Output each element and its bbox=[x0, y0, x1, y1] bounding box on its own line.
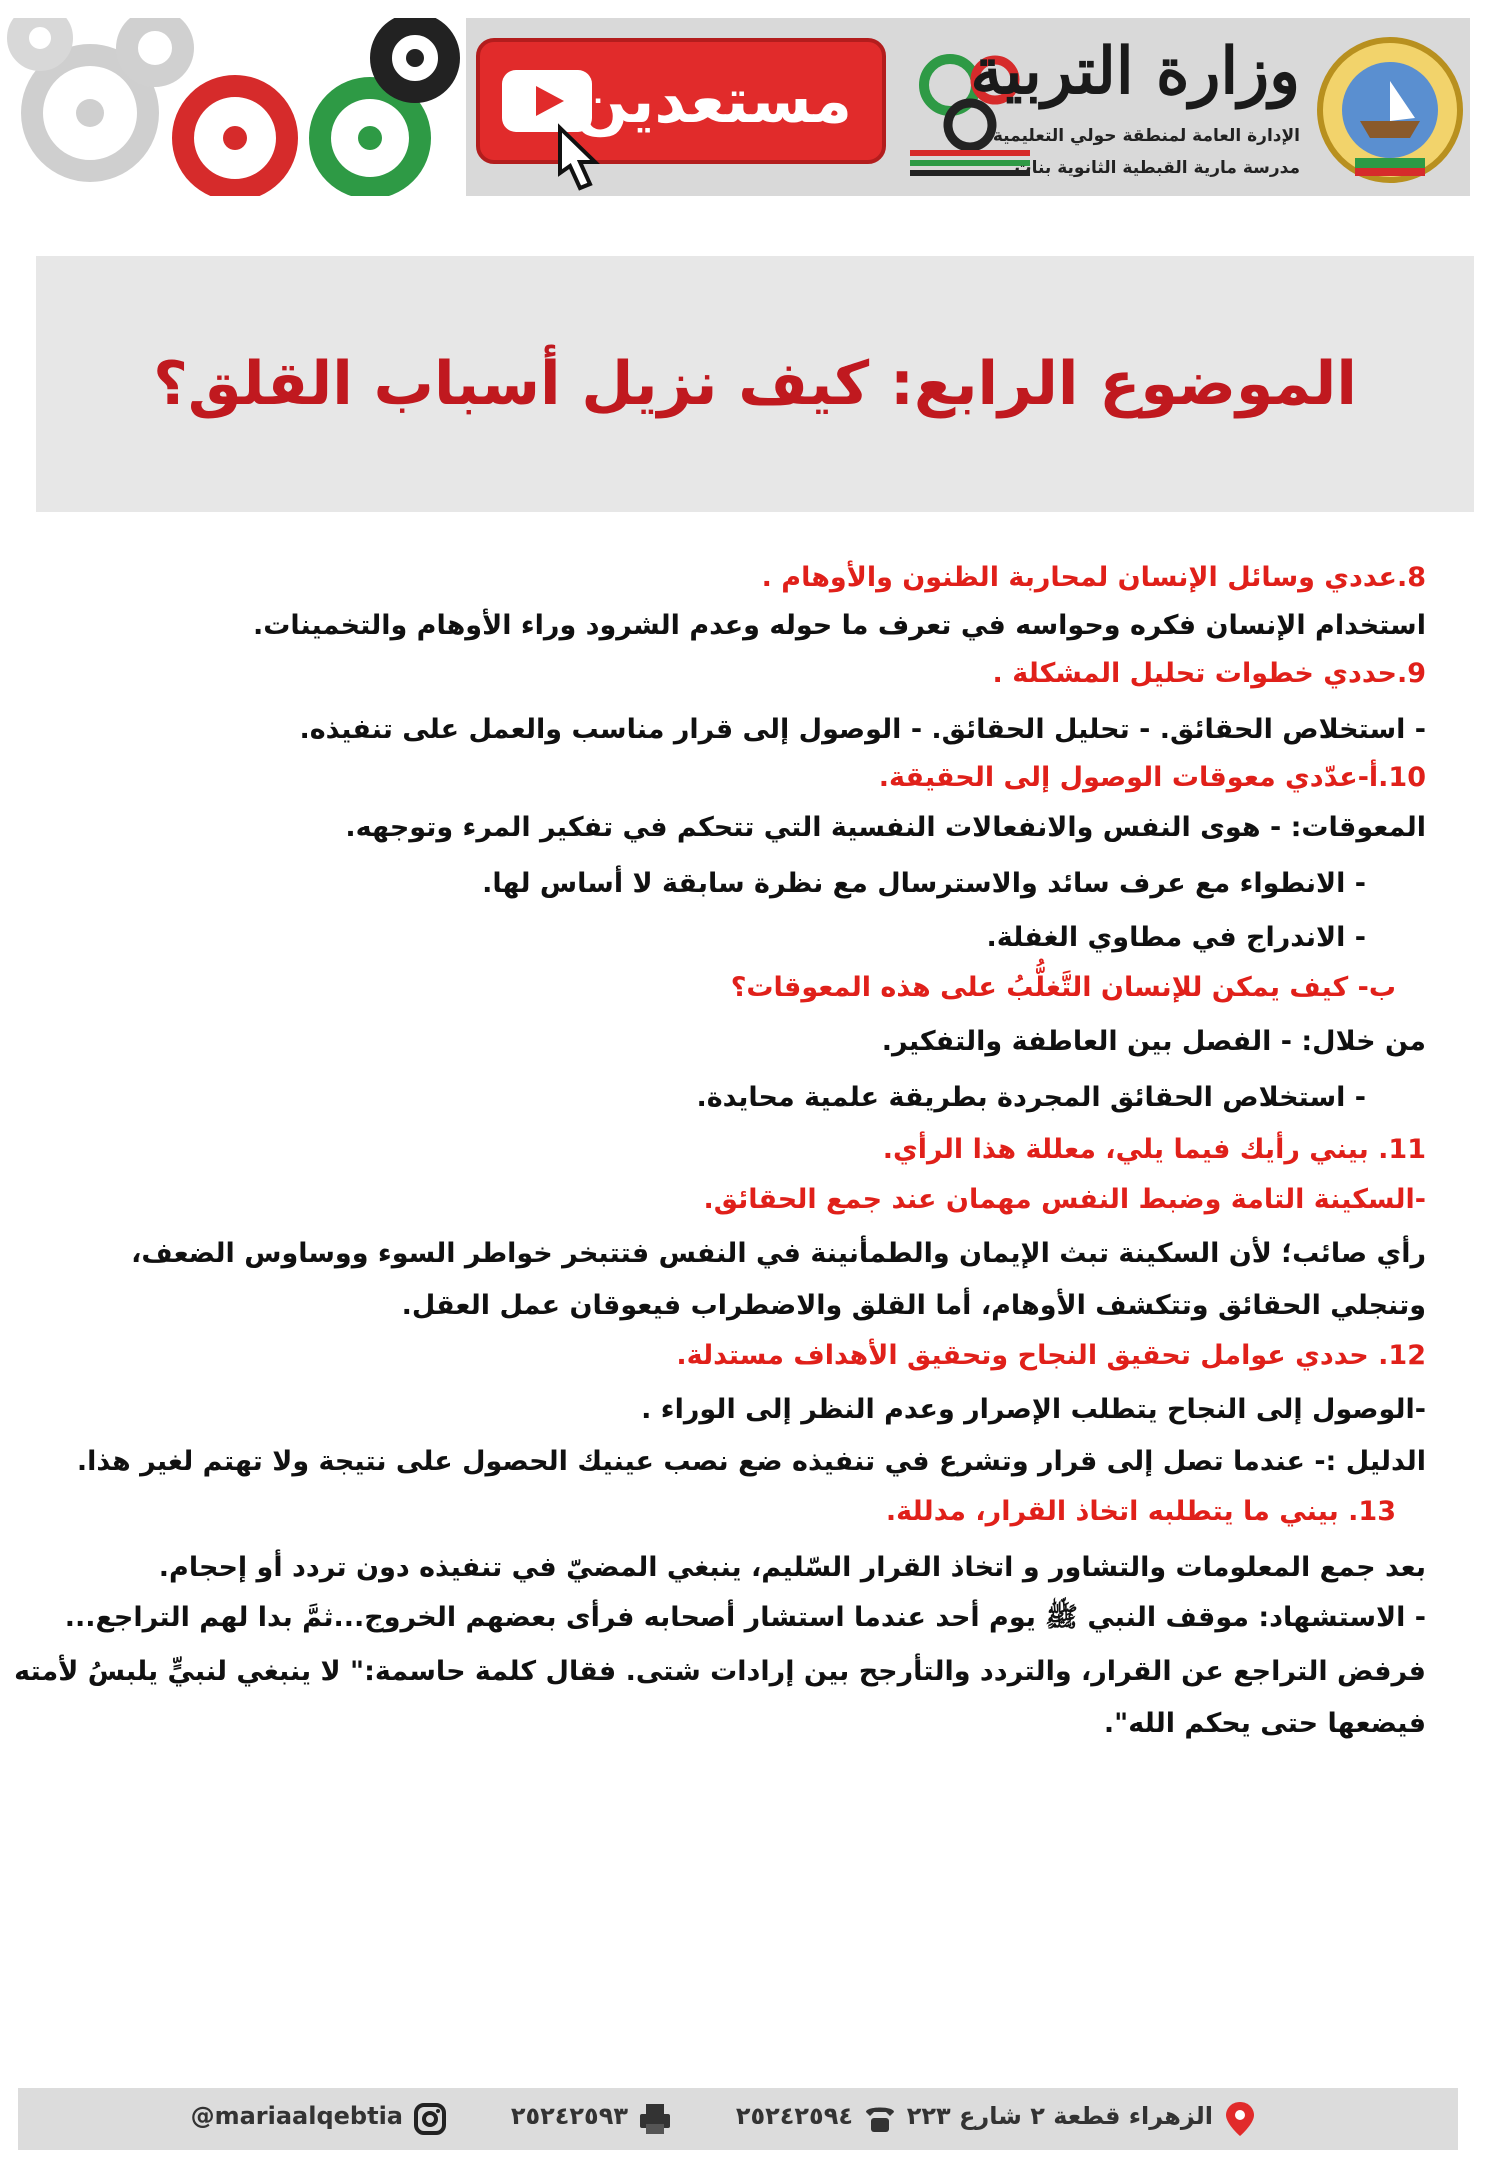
answer-13-line2: - الاستشهاد: موقف النبي ﷺ يوم أحد عندما استشار أصحابه فرأى بعضهم الخروج...ثمَّ بدا لهم التراجع... bbox=[64, 1602, 1426, 1633]
subscribe-button[interactable] bbox=[476, 38, 886, 164]
question-10b: ب- كيف يمكن للإنسان التَّغلُّبُ على هذه المعوقات؟ bbox=[730, 972, 1396, 1003]
subscribe-label: مستعدين bbox=[575, 64, 852, 137]
answer-10b-line1: من خلال: - الفصل بين العاطفة والتفكير. bbox=[881, 1026, 1426, 1057]
footer-phone: ٢٥٢٤٢٥٩٤ bbox=[735, 2102, 853, 2130]
question-11-statement: -السكينة التامة وضبط النفس مهمان عند جمع الحقائق. bbox=[703, 1184, 1426, 1215]
ministry-subtitle: الإدارة العامة لمنطقة حولي التعليمية bbox=[992, 126, 1300, 146]
question-11: 11. بيني رأيك فيما يلي، معللة هذا الرأي. bbox=[882, 1134, 1426, 1165]
page-title: الموضوع الرابع: كيف نزيل أسباب القلق؟ bbox=[153, 349, 1357, 419]
answer-10b-line2: - استخلاص الحقائق المجردة بطريقة علمية محايدة. bbox=[696, 1082, 1366, 1113]
answer-10a-line2: - الانطواء مع عرف سائد والاسترسال مع نظرة سابقة لا أساس لها. bbox=[482, 868, 1366, 899]
gears-decoration-icon bbox=[0, 18, 462, 196]
footer-bar bbox=[18, 2088, 1458, 2150]
answer-13-line1: بعد جمع المعلومات والتشاور و اتخاذ القرار السّليم، ينبغي المضيّ في تنفيذه دون تردد أو إحجام. bbox=[158, 1552, 1426, 1583]
footer-instagram[interactable]: @mariaalqebtia bbox=[190, 2102, 403, 2130]
question-10a: 10.أ-عدّدي معوقات الوصول إلى الحقيقة. bbox=[878, 762, 1426, 793]
answer-10a-line1: المعوقات: - هوى النفس والانفعالات النفسية التي تتحكم في تفكير المرء وتوجهه. bbox=[345, 812, 1426, 843]
footer-address: الزهراء قطعة ٢ شارع ٢٢٣ bbox=[906, 2102, 1213, 2130]
answer-12-line2: الدليل :- عندما تصل إلى قرار وتشرع في تنفيذه ضع نصب عينيك الحصول على نتيجة ولا تهتم لغير هذا. bbox=[76, 1446, 1426, 1477]
question-12: 12. حددي عوامل تحقيق النجاح وتحقيق الأهداف مستدلة. bbox=[676, 1340, 1426, 1371]
topic-title-box bbox=[36, 256, 1474, 512]
kuwait-emblem-icon bbox=[1310, 26, 1470, 194]
fax-icon bbox=[637, 2100, 673, 2138]
answer-13-line3: فرفض التراجع عن القرار، والتردد والتأرجح بين إرادات شتى. فقال كلمة حاسمة:" لا ينبغي لنبيٍّ يلبسُ لأمته bbox=[14, 1656, 1426, 1687]
answer-13-line4: فيضعها حتى يحكم الله". bbox=[1103, 1708, 1426, 1739]
telephone-icon bbox=[862, 2100, 898, 2138]
instagram-icon[interactable] bbox=[412, 2100, 448, 2138]
answer-9: - استخلاص الحقائق. - تحليل الحقائق. - الوصول إلى قرار مناسب والعمل على تنفيذه. bbox=[299, 714, 1426, 745]
footer-fax: ٢٥٢٤٢٥٩٣ bbox=[510, 2102, 628, 2130]
location-pin-icon bbox=[1222, 2100, 1258, 2138]
school-name: مدرسة مارية القبطية الثانوية بنات bbox=[1014, 158, 1300, 178]
answer-12-line1: -الوصول إلى النجاح يتطلب الإصرار وعدم النظر إلى الوراء . bbox=[641, 1394, 1426, 1425]
answer-8: استخدام الإنسان فكره وحواسه في تعرف ما حوله وعدم الشرود وراء الأوهام والتخمينات. bbox=[252, 610, 1426, 641]
question-9: 9.حددي خطوات تحليل المشكلة . bbox=[992, 658, 1426, 689]
question-13: 13. بيني ما يتطلبه اتخاذ القرار، مدللة. bbox=[885, 1496, 1396, 1527]
answer-11-line2: وتنجلي الحقائق وتتكشف الأوهام، أما القلق والاضطراب فيعوقان عمل العقل. bbox=[401, 1290, 1426, 1321]
answer-10a-line3: - الاندراج في مطاوي الغفلة. bbox=[986, 922, 1366, 953]
question-8: 8.عددي وسائل الإنسان لمحاربة الظنون والأوهام . bbox=[761, 562, 1426, 593]
ministry-title: وزارة التربية bbox=[970, 34, 1300, 109]
hand-cursor-icon bbox=[540, 118, 630, 198]
header-banner bbox=[0, 18, 1470, 196]
answer-11-line1: رأي صائب؛ لأن السكينة تبث الإيمان والطمأنينة في النفس فتتبخر خواطر السوء ووساوس الضعف، bbox=[131, 1238, 1426, 1269]
